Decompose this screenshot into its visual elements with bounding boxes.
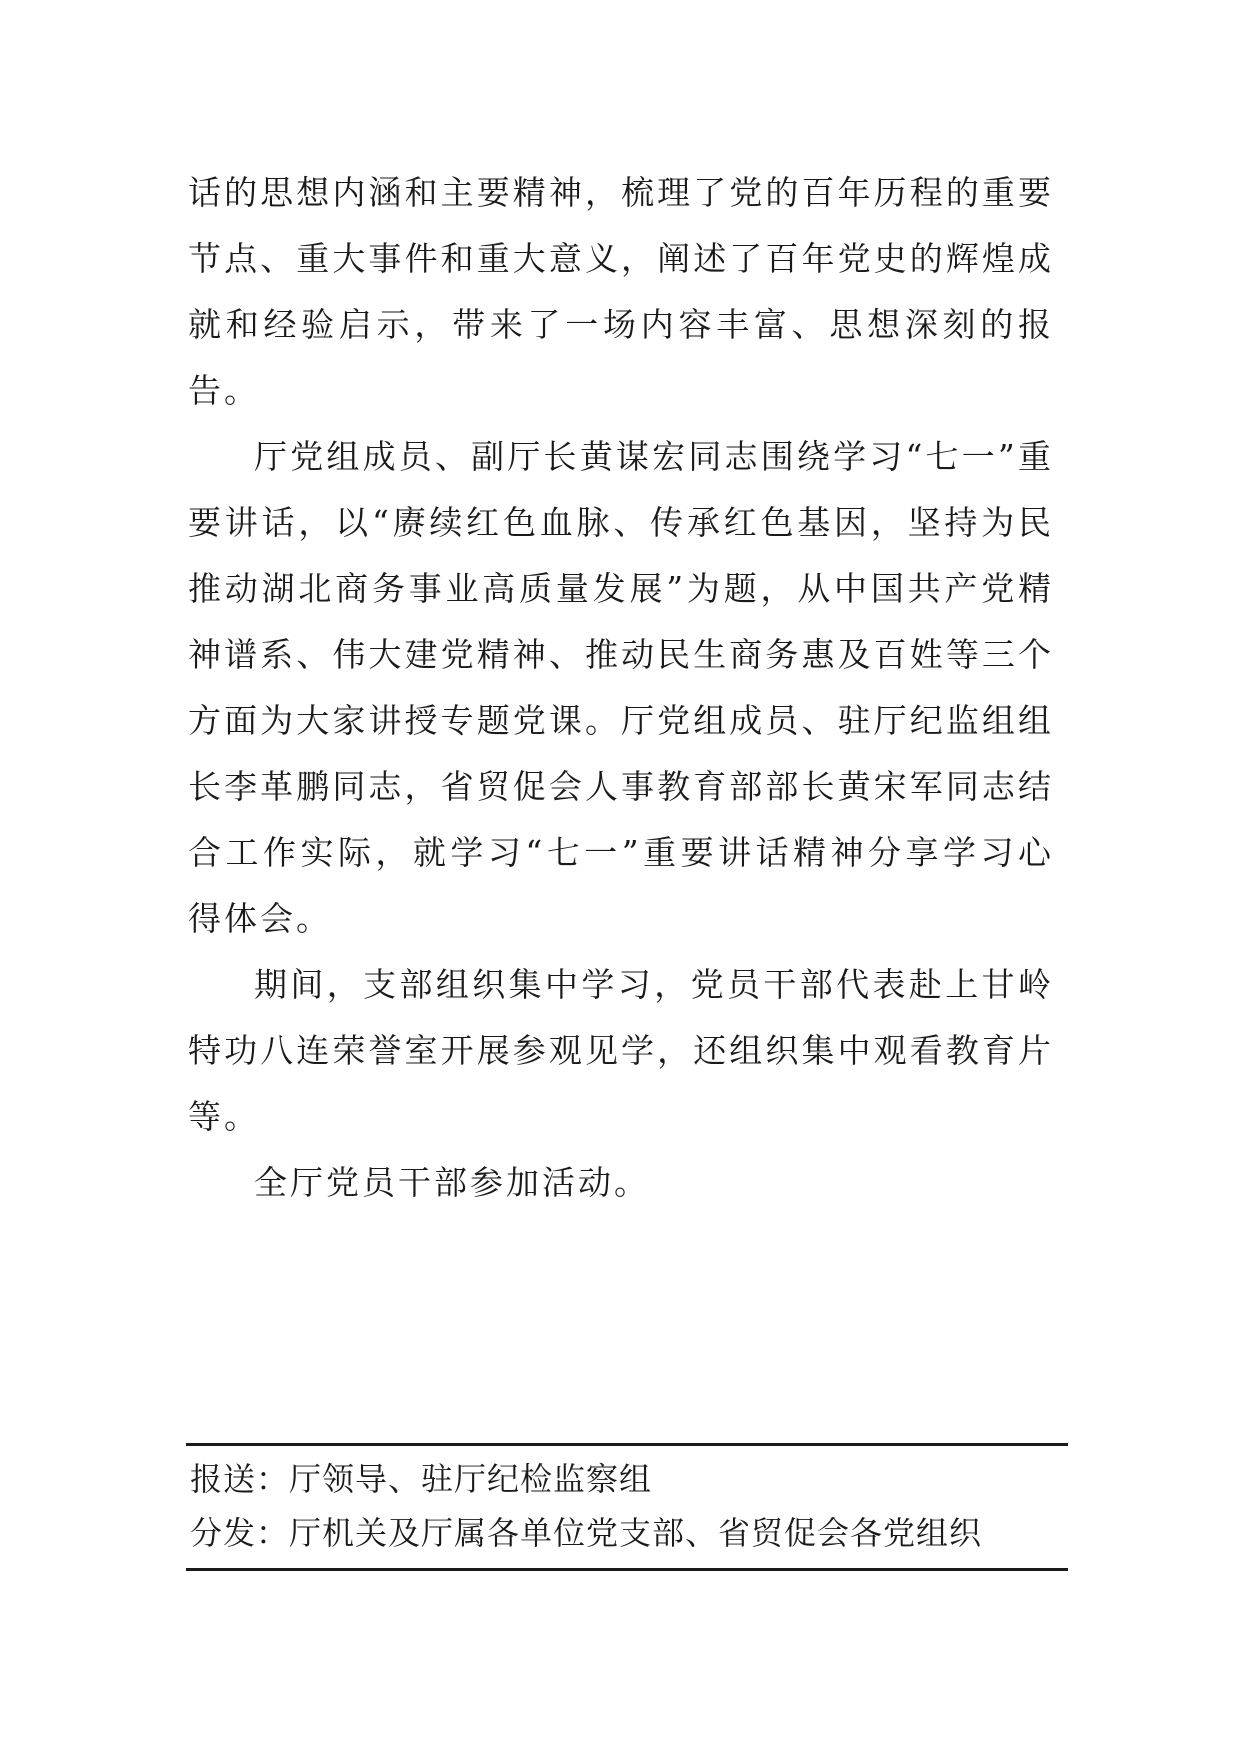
distribute-to-line: 分发：厅机关及厅属各单位党支部、省贸促会各党组织: [190, 1514, 983, 1552]
paragraph-party-lecture: 厅党组成员、副厅长黄谋宏同志围绕学习“七一”重要讲话，以“赓续红色血脉、传承红色基因，坚持为民推动湖北商务事业高质量发展”为题，从中国共产党精神谱系、伟大建党精神、推动民生商务惠及百姓等三个方面为大家讲授专题党课。厅党组成员、驻厅纪监组组长李革鹏同志，省贸促会人事教育部部长黄宋军同志结合工作实际，就学习“七一”重要讲话精神分享学习心得体会。: [188, 437, 1054, 938]
document-body: [188, 160, 1054, 1216]
paragraph-continued: 话的思想内涵和主要精神，梳理了党的百年历程的重要节点、重大事件和重大意义，阐述了百年党史的辉煌成就和经验启示，带来了一场内容丰富、思想深刻的报告。: [188, 173, 1054, 410]
distribution-footer: [186, 1443, 1068, 1571]
paragraph-study-visit: 期间，支部组织集中学习，党员干部代表赴上甘岭特功八连荣誉室开展参观见学，还组织集中观看教育片等。: [188, 965, 1054, 1136]
footer-bottom-rule: [186, 1568, 1068, 1571]
report-to-line: 报送：厅领导、驻厅纪检监察组: [190, 1460, 653, 1498]
paragraph-participants: 全厅党员干部参加活动。: [254, 1163, 650, 1202]
